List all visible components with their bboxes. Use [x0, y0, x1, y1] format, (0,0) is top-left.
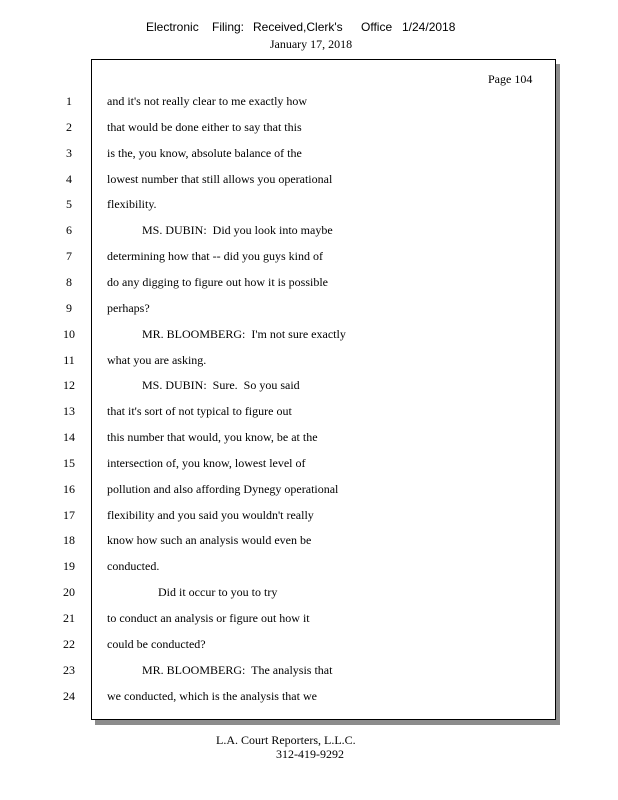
line-text: perhaps?: [107, 300, 150, 315]
line-number: 23: [63, 662, 75, 677]
line-text: flexibility.: [107, 197, 157, 212]
line-text: this number that would, you know, be at the: [107, 430, 318, 445]
filing-date: 1/24/2018: [402, 20, 456, 34]
line-text: do any digging to figure out how it is possible: [107, 274, 328, 289]
filing-word-office: Office: [361, 20, 393, 34]
line-text: flexibility and you said you wouldn't really: [107, 507, 314, 522]
line-text: Did it occur to you to try: [158, 585, 278, 600]
line-number: 21: [63, 611, 75, 625]
line-number: 14: [63, 430, 75, 445]
line-number: 19: [63, 559, 75, 574]
line-number: 18: [63, 533, 75, 548]
line-text: MR. BLOOMBERG: I'm not sure exactly: [142, 326, 346, 341]
line-text: we conducted, which is the analysis that we: [107, 688, 317, 703]
line-text: that would be done either to say that this: [107, 119, 302, 134]
line-number: 6: [66, 223, 72, 238]
transcript-date: January 17, 2018: [269, 37, 353, 51]
line-number: 7: [66, 249, 72, 264]
line-number: 16: [63, 481, 75, 496]
line-number: 5: [66, 197, 72, 212]
line-text: pollution and also affording Dynegy operational: [107, 481, 339, 496]
line-number: 24: [63, 688, 75, 703]
line-text: and it's not really clear to me exactly how: [107, 94, 308, 108]
line-number: 4: [66, 171, 72, 186]
line-number: 17: [63, 507, 75, 522]
filing-word-received: Received,Clerk's: [253, 20, 343, 34]
line-text: what you are asking.: [107, 352, 207, 367]
line-number: 12: [63, 378, 75, 393]
line-number: 8: [66, 274, 72, 289]
line-number: 1: [66, 94, 72, 108]
line-text: MR. BLOOMBERG: The analysis that: [142, 662, 333, 677]
line-number: 10: [63, 326, 75, 341]
line-text: is the, you know, absolute balance of the: [107, 145, 302, 160]
line-number: 13: [63, 404, 75, 419]
page-number: Page 104: [488, 72, 533, 86]
line-number: 3: [66, 145, 72, 160]
line-text: conducted.: [107, 559, 160, 574]
line-text: MS. DUBIN: Sure. So you said: [142, 378, 300, 393]
line-text: intersection of, you know, lowest level of: [107, 455, 306, 470]
line-text: could be conducted?: [107, 636, 206, 651]
line-text: to conduct an analysis or figure out how it: [107, 611, 310, 625]
line-text: determining how that -- did you guys kind of: [107, 249, 323, 264]
line-number: 20: [63, 585, 75, 600]
footer-company: L.A. Court Reporters, L.L.C.: [216, 733, 356, 747]
filing-word-filing: Filing:: [212, 20, 245, 34]
line-text: lowest number that still allows you operational: [107, 171, 333, 186]
line-number: 15: [63, 455, 75, 470]
line-number: 9: [66, 300, 72, 315]
line-number: 2: [66, 119, 72, 134]
line-text: MS. DUBIN: Did you look into maybe: [142, 223, 333, 238]
footer-phone: 312-419-9292: [276, 747, 344, 761]
line-number: 11: [63, 352, 75, 367]
line-number: 22: [63, 636, 75, 651]
filing-word-electronic: Electronic: [146, 20, 199, 34]
line-text: that it's sort of not typical to figure out: [107, 404, 292, 419]
line-text: know how such an analysis would even be: [107, 533, 312, 548]
